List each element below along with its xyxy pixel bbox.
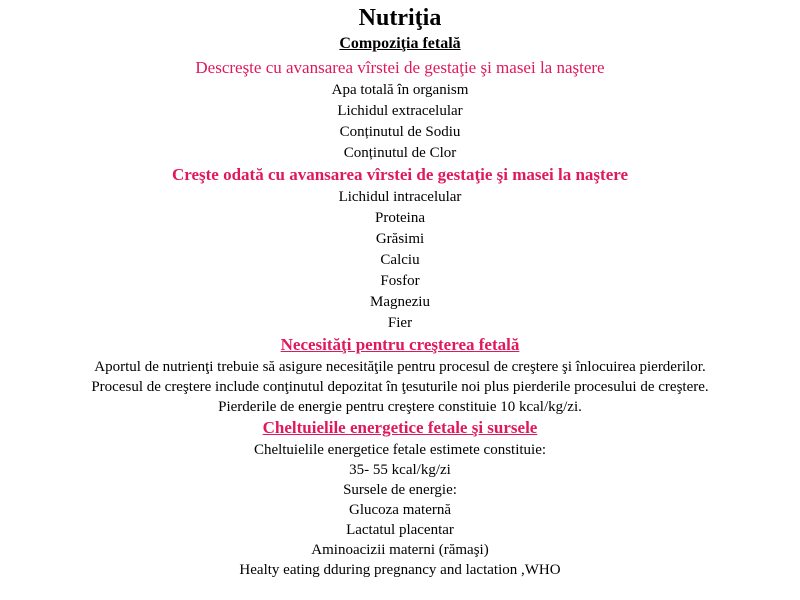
list-item: Fosfor xyxy=(380,273,420,289)
list-item: Apa totală în organism xyxy=(331,82,469,98)
energy-line: Lactatul placentar xyxy=(346,522,454,538)
list-item: Conținutul de Sodiu xyxy=(339,124,461,140)
list-item: Lichidul intracelular xyxy=(338,189,462,205)
increase-list xyxy=(0,187,800,334)
energy-expenditure-heading: Cheltuielile energetice fetale şi sursele xyxy=(262,418,538,437)
decrease-list xyxy=(0,80,800,164)
page-title: Nutriţia xyxy=(358,5,442,31)
decrease-heading: Descreşte cu avansarea vîrstei de gestaţie şi masei la naştere xyxy=(195,58,605,77)
growth-needs-heading: Necesităţi pentru creşterea fetală xyxy=(280,335,520,354)
growth-needs-line: Pierderile de energie pentru creştere constituie 10 kcal/kg/zi. xyxy=(218,399,582,415)
energy-line: Sursele de energie: xyxy=(343,482,457,498)
energy-line: Glucoza maternă xyxy=(348,502,452,518)
growth-needs-line: Procesul de creştere include conţinutul depozitat în ţesuturile noi plus pierderile procesului de creştere. xyxy=(91,379,709,395)
energy-line: Aminoacizii materni (rămaşi) xyxy=(311,542,489,558)
source-reference: Healty eating dduring pregnancy and lactation ,WHO xyxy=(239,562,561,578)
list-item: Proteina xyxy=(375,210,425,226)
growth-needs-line: Aportul de nutrienţi trebuie să asigure necesităţile pentru procesul de creştere şi înlocuirea pierderilor. xyxy=(94,359,706,375)
list-item: Conținutul de Clor xyxy=(343,145,457,161)
list-item: Fier xyxy=(387,315,413,331)
list-item: Calciu xyxy=(380,252,420,268)
energy-line: 35- 55 kcal/kg/zi xyxy=(349,462,451,478)
fetal-composition-heading: Compoziţia fetală xyxy=(339,35,461,52)
increase-heading: Creşte odată cu avansarea vîrstei de gestaţie şi masei la naştere xyxy=(171,165,629,184)
list-item: Magneziu xyxy=(370,294,430,310)
list-item: Grăsimi xyxy=(375,231,425,247)
energy-line: Cheltuielile energetice fetale estimete constituie: xyxy=(253,442,547,458)
list-item: Lichidul extracelular xyxy=(337,103,463,119)
